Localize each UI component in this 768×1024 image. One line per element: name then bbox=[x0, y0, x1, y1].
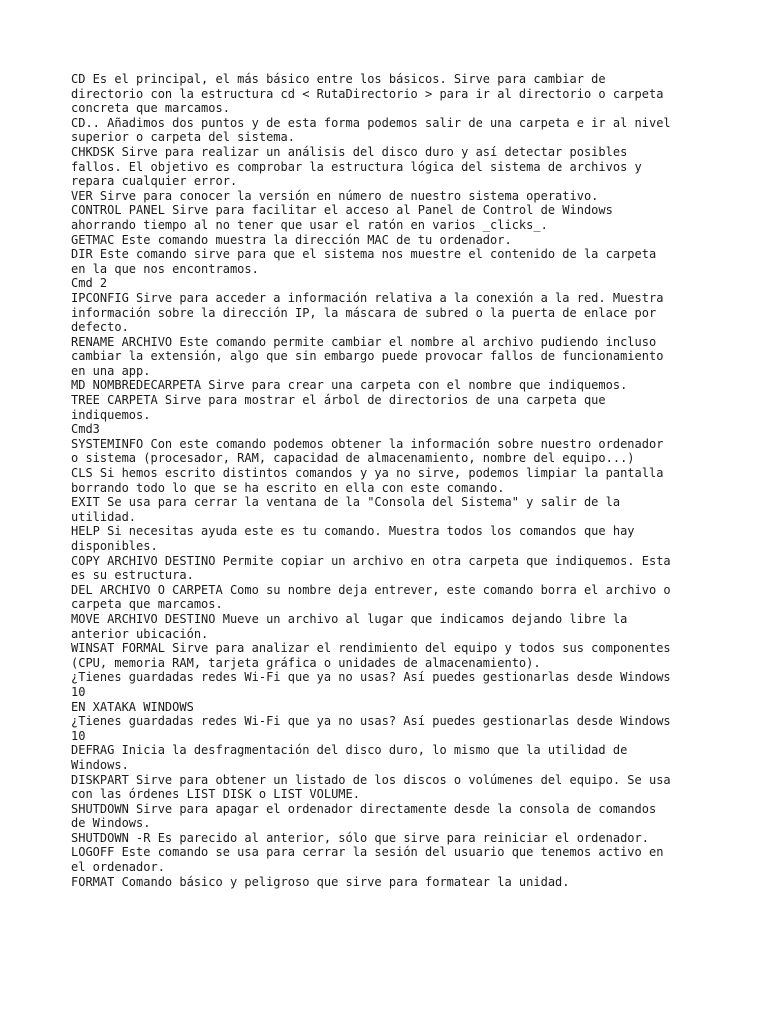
text-line: DEFRAG Inicia la desfragmentación del disco duro, lo mismo que la utilidad de bbox=[71, 743, 628, 758]
text-line: COPY ARCHIVO DESTINO Permite copiar un archivo en otra carpeta que indiquemos. Esta bbox=[71, 553, 671, 568]
text-line: MD NOMBREDECARPETA Sirve para crear una carpeta con el nombre que indiquemos. bbox=[71, 378, 628, 393]
text-line: SYSTEMINFO Con este comando podemos obtener la información sobre nuestro ordenador bbox=[71, 436, 664, 451]
text-line: directorio con la estructura cd < RutaDirectorio > para ir al directorio o carpeta bbox=[71, 86, 664, 101]
text-line: TREE CARPETA Sirve para mostrar el árbol de directorios de una carpeta que bbox=[71, 393, 606, 408]
text-line: utilidad. bbox=[71, 509, 137, 524]
text-line: ahorrando tiempo al no tener que usar el ratón en varios _clicks_. bbox=[71, 217, 548, 232]
text-line: EN XATAKA WINDOWS bbox=[71, 699, 194, 714]
text-line: (CPU, memoria RAM, tarjeta gráfica o unidades de almacenamiento). bbox=[71, 655, 541, 670]
text-line: de Windows. bbox=[71, 816, 151, 831]
text-line: VER Sirve para conocer la versión en número de nuestro sistema operativo. bbox=[71, 188, 599, 203]
text-line: CHKDSK Sirve para realizar un análisis del disco duro y así detectar posibles bbox=[71, 144, 628, 159]
text-line: información sobre la dirección IP, la máscara de subred o la puerta de enlace por bbox=[71, 305, 657, 320]
text-line: Windows. bbox=[71, 757, 129, 772]
text-line: CLS Si hemos escrito distintos comandos y ya no sirve, podemos limpiar la pantalla bbox=[71, 466, 664, 481]
text-line: concreta que marcamos. bbox=[71, 101, 230, 116]
text-line: SHUTDOWN -R Es parecido al anterior, sólo que sirve para reiniciar el ordenador. bbox=[71, 830, 649, 845]
text-line: en la que nos encontramos. bbox=[71, 261, 259, 276]
text-line: con las órdenes LIST DISK o LIST VOLUME. bbox=[71, 787, 360, 802]
text-line: defecto. bbox=[71, 320, 129, 335]
text-line: Cmd3 bbox=[71, 422, 100, 437]
text-line: LOGOFF Este comando se usa para cerrar la sesión del usuario que tenemos activo en bbox=[71, 845, 664, 860]
text-line: DEL ARCHIVO O CARPETA Como su nombre deja entrever, este comando borra el archivo o bbox=[71, 582, 671, 597]
text-line: o sistema (procesador, RAM, capacidad de almacenamiento, nombre del equipo...) bbox=[71, 451, 635, 466]
text-line: el ordenador. bbox=[71, 860, 165, 875]
text-line: SHUTDOWN Sirve para apagar el ordenador directamente desde la consola de comandos bbox=[71, 801, 657, 816]
text-line: HELP Si necesitas ayuda este es tu comando. Muestra todos los comandos que hay bbox=[71, 524, 635, 539]
text-line: CD.. Añadimos dos puntos y de esta forma podemos salir de una carpeta e ir al nivel bbox=[71, 115, 671, 130]
text-line: cambiar la extensión, algo que sin embargo puede provocar fallos de funcionamiento bbox=[71, 349, 664, 364]
text-line: RENAME ARCHIVO Este comando permite cambiar el nombre al archivo pudiendo incluso bbox=[71, 334, 657, 349]
text-line: es su estructura. bbox=[71, 568, 194, 583]
text-line: carpeta que marcamos. bbox=[71, 597, 223, 612]
text-line: FORMAT Comando básico y peligroso que sirve para formatear la unidad. bbox=[71, 874, 570, 889]
text-line: IPCONFIG Sirve para acceder a información relativa a la conexión a la red. Muestra bbox=[71, 290, 664, 305]
text-line: en una app. bbox=[71, 363, 151, 378]
text-line: indiquemos. bbox=[71, 407, 151, 422]
text-line: fallos. El objetivo es comprobar la estructura lógica del sistema de archivos y bbox=[71, 159, 642, 174]
text-line: repara cualquier error. bbox=[71, 174, 238, 189]
text-line: anterior ubicación. bbox=[71, 626, 209, 641]
text-line: EXIT Se usa para cerrar la ventana de la "Consola del Sistema" y salir de la bbox=[71, 495, 621, 510]
text-line: Cmd 2 bbox=[71, 276, 108, 291]
text-line: CONTROL PANEL Sirve para facilitar el acceso al Panel de Control de Windows bbox=[71, 203, 613, 218]
text-line: MOVE ARCHIVO DESTINO Mueve un archivo al lugar que indicamos dejando libre la bbox=[71, 611, 628, 626]
text-line: DIR Este comando sirve para que el sistema nos muestre el contenido de la carpeta bbox=[71, 247, 657, 262]
text-line: CD Es el principal, el más básico entre los básicos. Sirve para cambiar de bbox=[71, 72, 606, 86]
document-body bbox=[71, 72, 711, 889]
text-line: ¿Tienes guardadas redes Wi-Fi que ya no usas? Así puedes gestionarlas desde Windows bbox=[71, 670, 671, 685]
text-line: superior o carpeta del sistema. bbox=[71, 130, 295, 145]
text-line: disponibles. bbox=[71, 539, 158, 553]
text-line: 10 bbox=[71, 728, 86, 743]
text-line: WINSAT FORMAL Sirve para analizar el rendimiento del equipo y todos sus componentes bbox=[71, 641, 671, 656]
text-line: borrando todo lo que se ha escrito en ella con este comando. bbox=[71, 480, 505, 495]
text-line: 10 bbox=[71, 684, 86, 699]
text-line: DISKPART Sirve para obtener un listado de los discos o volúmenes del equipo. Se usa bbox=[71, 772, 671, 787]
text-line: GETMAC Este comando muestra la dirección MAC de tu ordenador. bbox=[71, 232, 512, 247]
text-line: ¿Tienes guardadas redes Wi-Fi que ya no usas? Así puedes gestionarlas desde Windows bbox=[71, 714, 671, 729]
